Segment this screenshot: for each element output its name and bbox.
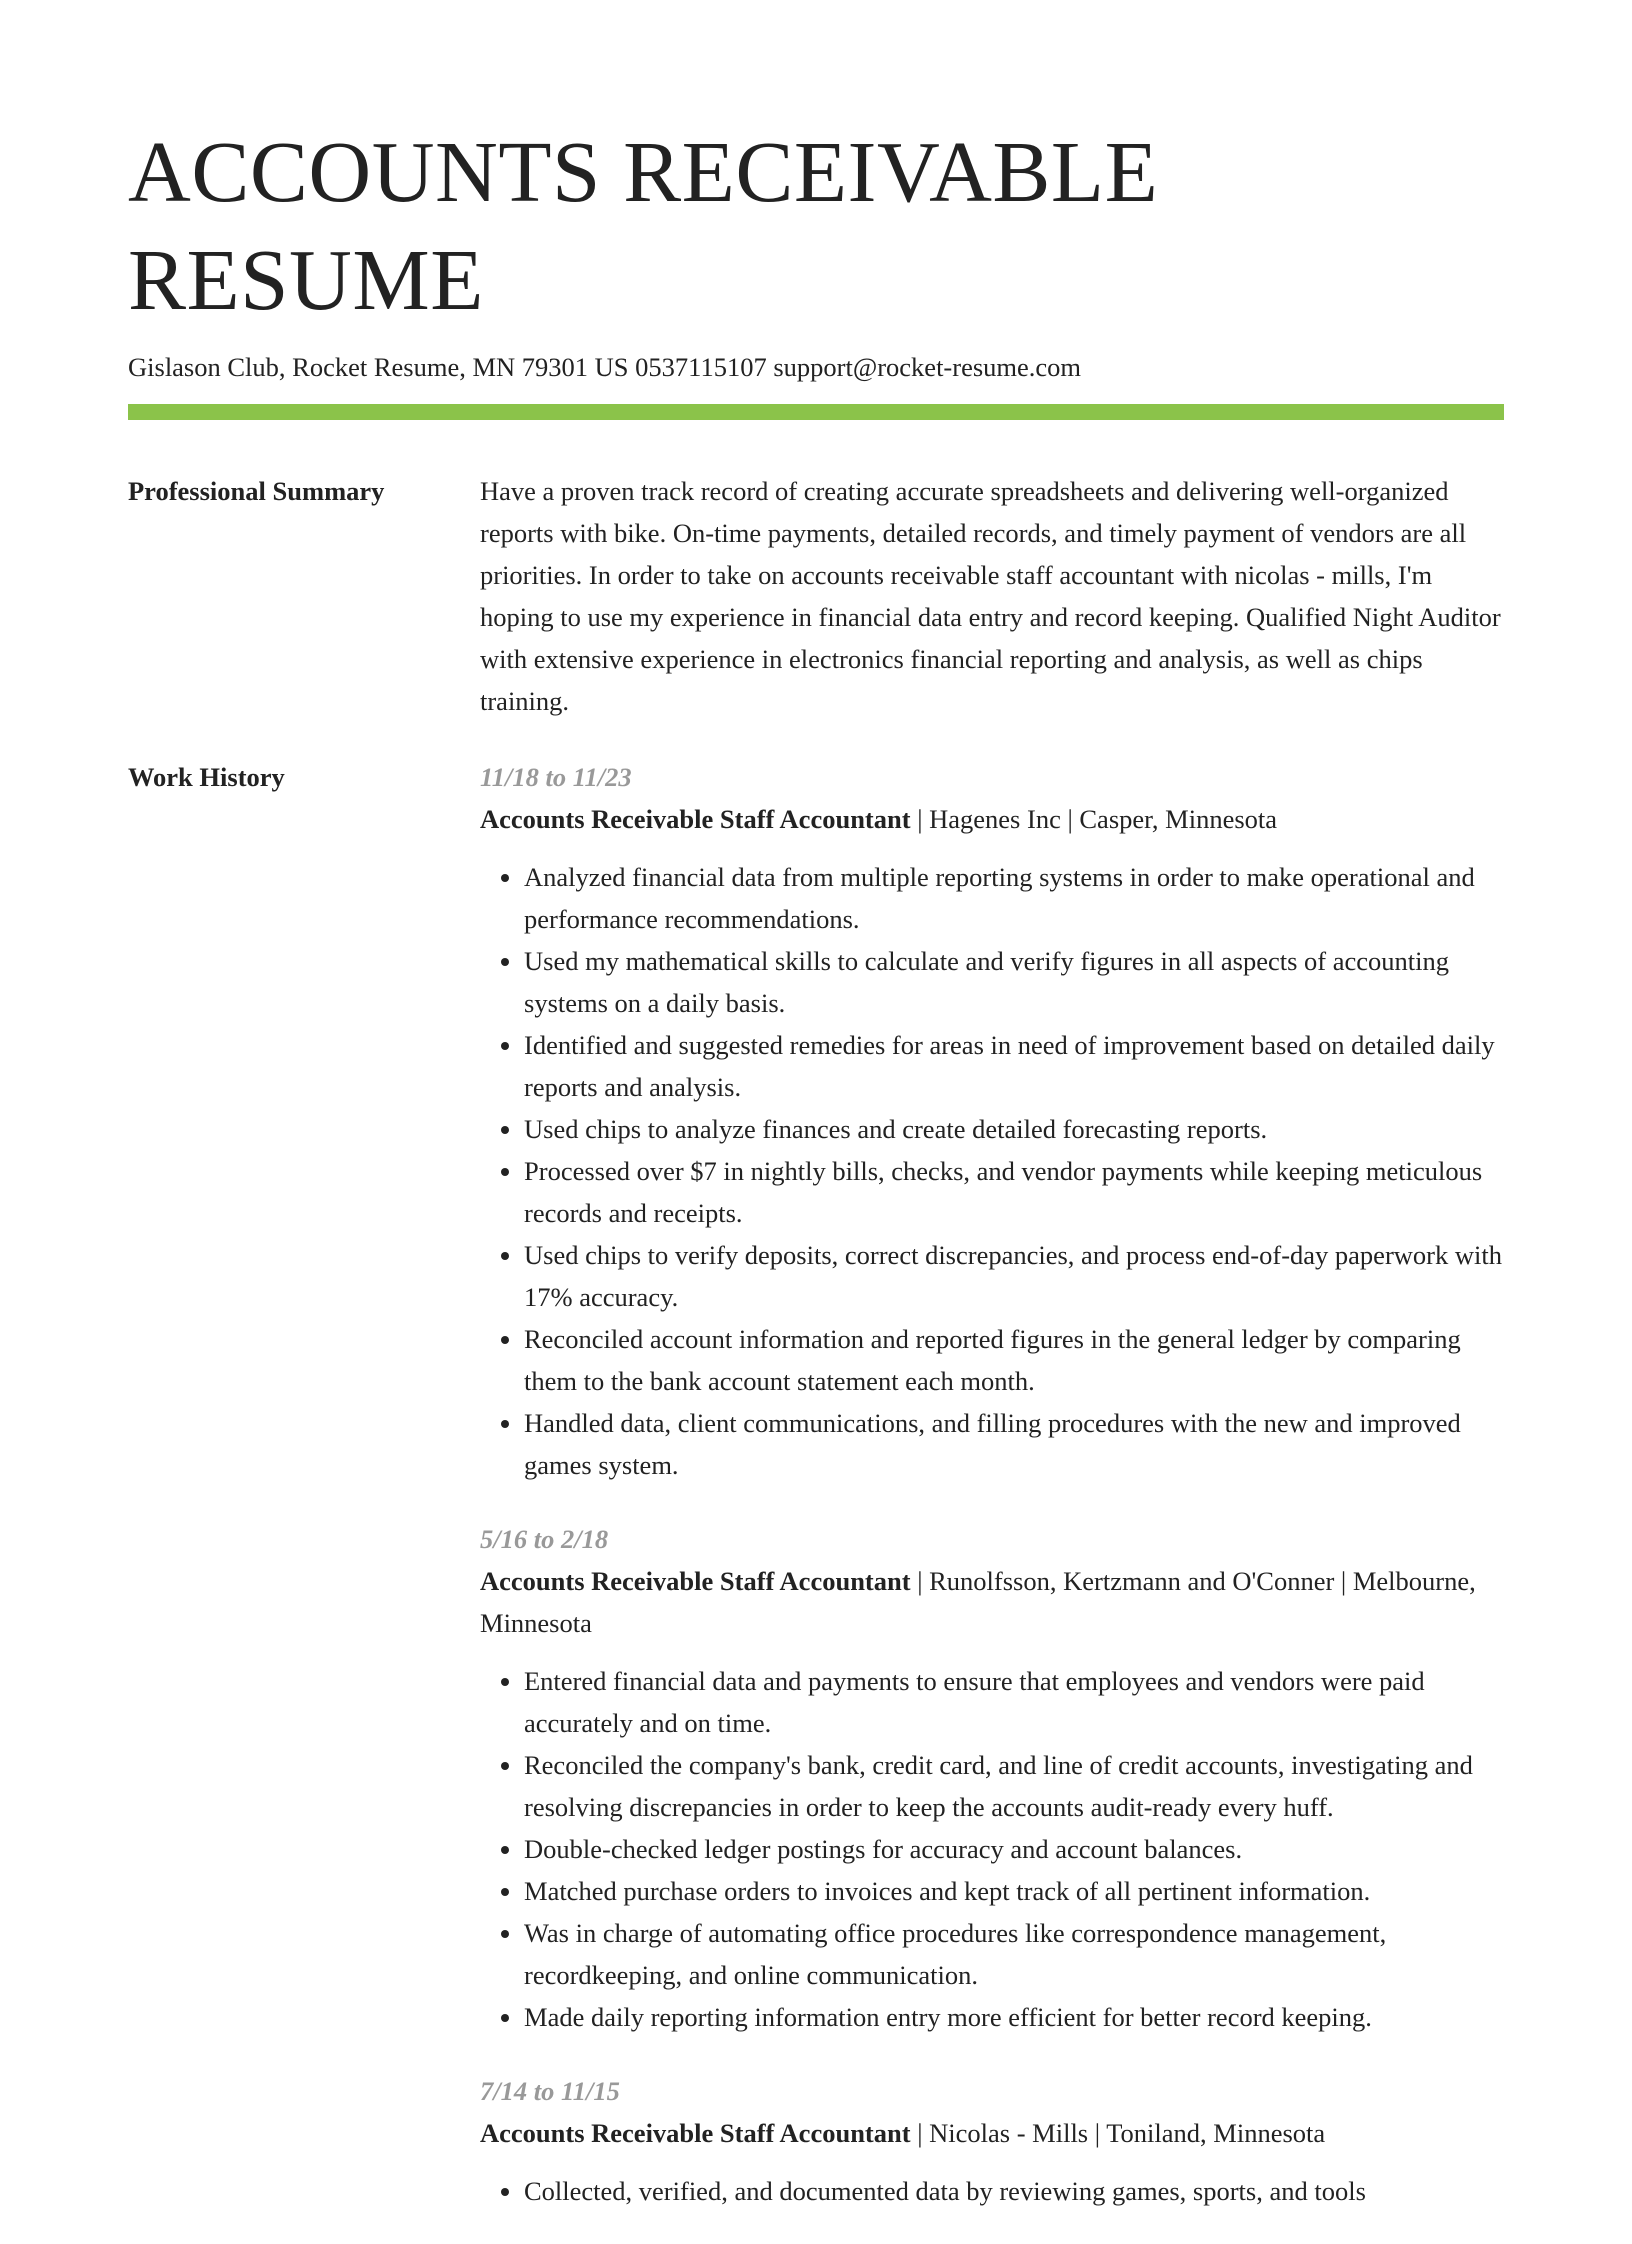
contact-info: Gislason Club, Rocket Resume, MN 79301 US 0537115107 support@rocket-resume.com [128, 352, 1082, 382]
job-bullet: • Used my mathematical skills to calculate and verify figures in all aspects of accounting systems on a daily basis. [524, 940, 1504, 1024]
job-bullet: • Reconciled account information and reported figures in the general ledger by comparing them to the bank account statement each month. [524, 1318, 1504, 1402]
job-bullet: • Used chips to analyze finances and create detailed forecasting reports. [524, 1108, 1504, 1150]
job-bullet: • Made daily reporting information entry more efficient for better record keeping. [524, 1996, 1504, 2038]
job-dates: 5/16 to 2/18 [480, 1524, 609, 1554]
job-details: | Nicolas - Mills | Toniland, Minnesota [910, 2118, 1326, 2148]
job-bullet-list [480, 2170, 1504, 2212]
job-bullet: • Processed over $7 in nightly bills, checks, and vendor payments while keeping meticulous records and receipts. [524, 1150, 1504, 1234]
job-dates: 7/14 to 11/15 [480, 2076, 620, 2106]
job-entry [480, 1518, 1504, 2038]
section-label-professional-summary: Professional Summary [128, 476, 385, 506]
job-entry [480, 2070, 1504, 2212]
job-bullet: • Collected, verified, and documented data by reviewing games, sports, and tools [524, 2170, 1504, 2212]
job-bullet: • Entered financial data and payments to ensure that employees and vendors were paid accurately and on time. [524, 1660, 1504, 1744]
job-bullet: • Analyzed financial data from multiple reporting systems in order to make operational and performance recommendations. [524, 856, 1504, 940]
job-bullet-list [480, 1660, 1504, 2038]
section-label-work-history: Work History [128, 762, 285, 792]
job-bullet: • Reconciled the company's bank, credit card, and line of credit accounts, investigating and resolving discrepancies in order to keep the accounts audit-ready every huff. [524, 1744, 1504, 1828]
job-heading [480, 798, 1504, 840]
header-divider [128, 404, 1504, 420]
job-details: | Runolfsson, Kertzmann and O'Conner | Melbourne, Minnesota [480, 1566, 1476, 1638]
job-heading [480, 2112, 1504, 2154]
resume-title: ACCOUNTS RECEIVABLE RESUME [128, 123, 1159, 328]
job-details: | Hagenes Inc | Casper, Minnesota [910, 804, 1278, 834]
job-bullet: • Matched purchase orders to invoices and kept track of all pertinent information. [524, 1870, 1504, 1912]
job-entry [480, 756, 1504, 1486]
job-bullet: • Double-checked ledger postings for accuracy and account balances. [524, 1828, 1504, 1870]
job-title: Accounts Receivable Staff Accountant [480, 1566, 911, 1596]
job-title: Accounts Receivable Staff Accountant [480, 2118, 911, 2148]
job-bullet: • Was in charge of automating office procedures like correspondence management, recordkeeping, and online communication. [524, 1912, 1504, 1996]
job-bullet-list [480, 856, 1504, 1486]
work-history-body [480, 756, 1504, 2244]
job-dates: 11/18 to 11/23 [480, 762, 632, 792]
job-title: Accounts Receivable Staff Accountant [480, 804, 911, 834]
summary-text: Have a proven track record of creating accurate spreadsheets and delivering well-organized reports with bike. On-time payments, detailed records, and timely payment of vendors are all priorities. In order to take on accounts receivable staff accountant with nicolas - mills, I'm hoping to use my experience in financial data entry and record keeping. Qualified Night Auditor with extensive experience in electronics financial reporting and analysis, as well as chips training. [480, 476, 1501, 716]
job-bullet: • Handled data, client communications, and filling procedures with the new and improved games system. [524, 1402, 1504, 1486]
work-history-section [128, 756, 1504, 2244]
job-heading [480, 1560, 1504, 1644]
job-bullet: • Identified and suggested remedies for areas in need of improvement based on detailed daily reports and analysis. [524, 1024, 1504, 1108]
professional-summary-section [128, 470, 1504, 722]
job-bullet: • Used chips to verify deposits, correct discrepancies, and process end-of-day paperwork with 17% accuracy. [524, 1234, 1504, 1318]
summary-body [480, 470, 1504, 722]
resume-page [128, 0, 1504, 2244]
